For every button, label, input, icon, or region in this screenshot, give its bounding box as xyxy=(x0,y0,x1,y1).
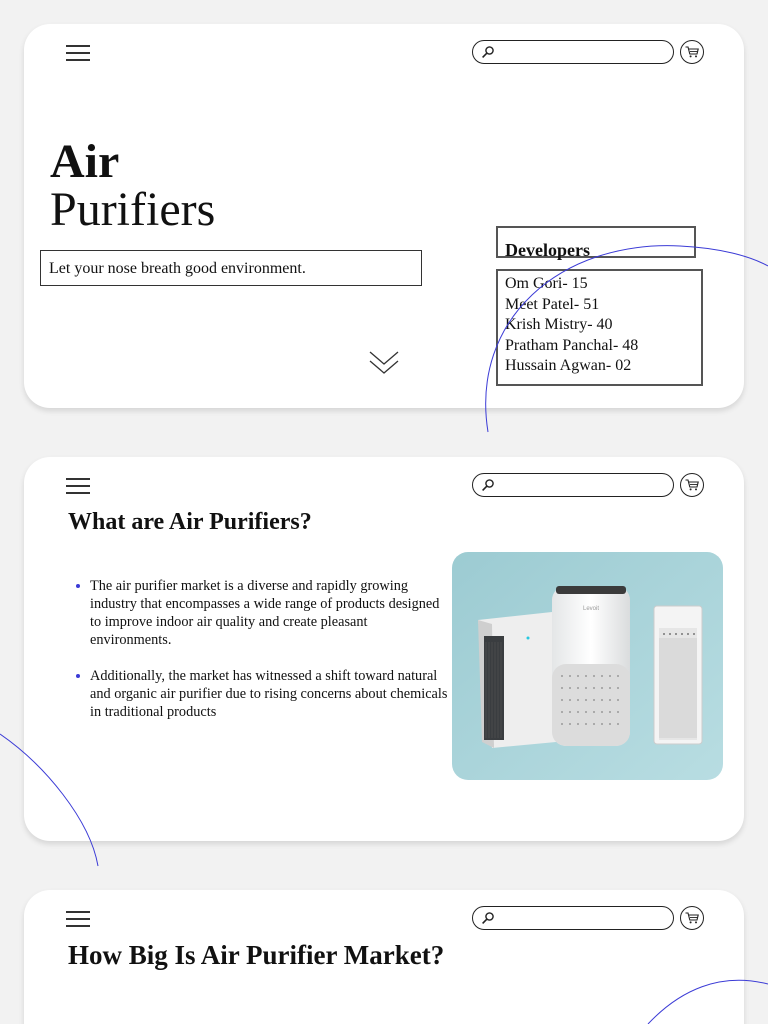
cart-button[interactable] xyxy=(680,40,704,64)
cart-icon xyxy=(685,912,699,924)
page-title xyxy=(50,135,216,236)
hamburger-icon[interactable] xyxy=(66,45,90,61)
list-item: Om Gori- 15 xyxy=(505,275,588,292)
section-title: How Big Is Air Purifier Market? xyxy=(68,940,445,970)
search-box[interactable] xyxy=(472,40,674,64)
list-item xyxy=(76,667,448,721)
search-input[interactable] xyxy=(499,910,667,926)
tagline: Let your nose breath good environment. xyxy=(40,250,422,286)
bullet-list xyxy=(76,577,448,739)
bullet-dot xyxy=(76,674,80,678)
search-box[interactable] xyxy=(472,473,674,497)
list-item: Hussain Agwan- 02 xyxy=(505,357,632,375)
brand-label: Levoit xyxy=(582,606,600,612)
list-item: Meet Patel- 51 xyxy=(505,295,600,313)
cart-button[interactable] xyxy=(680,473,704,497)
title-line-1: Air xyxy=(50,135,120,188)
hamburger-icon[interactable] xyxy=(66,911,90,927)
bullet-dot xyxy=(76,584,80,588)
search-icon xyxy=(481,478,495,492)
list-item xyxy=(76,577,448,649)
search-input[interactable] xyxy=(499,44,667,60)
section-title: What are Air Purifiers? xyxy=(68,509,312,535)
list-item: Krish Mistry- 40 xyxy=(505,316,613,334)
search-icon xyxy=(481,911,495,925)
hamburger-icon[interactable] xyxy=(66,478,90,494)
bullet-text: The air purifier market is a diverse and rapidly growing industry that encompasses a wide range of products designed to improve indoor air quality and create pleasant environments. xyxy=(90,578,440,648)
cart-icon xyxy=(685,46,699,58)
hero-card xyxy=(24,24,744,408)
chevron-down-icon[interactable] xyxy=(368,350,400,378)
search-icon xyxy=(481,45,495,59)
bullet-text: Additionally, the market has witnessed a shift toward natural and organic air purifier due to rising concerns about chemicals in traditional products xyxy=(90,668,448,720)
search-input[interactable] xyxy=(499,477,667,493)
market-card xyxy=(24,890,744,1024)
cart-icon xyxy=(685,479,699,491)
list-item: Pratham Panchal- 48 xyxy=(505,336,639,354)
cart-button[interactable] xyxy=(680,906,704,930)
what-card xyxy=(24,457,744,841)
search-box[interactable] xyxy=(472,906,674,930)
title-line-2: Purifiers xyxy=(50,183,216,236)
air-purifier-image xyxy=(452,552,723,780)
developers-heading: Developers xyxy=(496,226,696,258)
developers-list xyxy=(496,269,703,386)
